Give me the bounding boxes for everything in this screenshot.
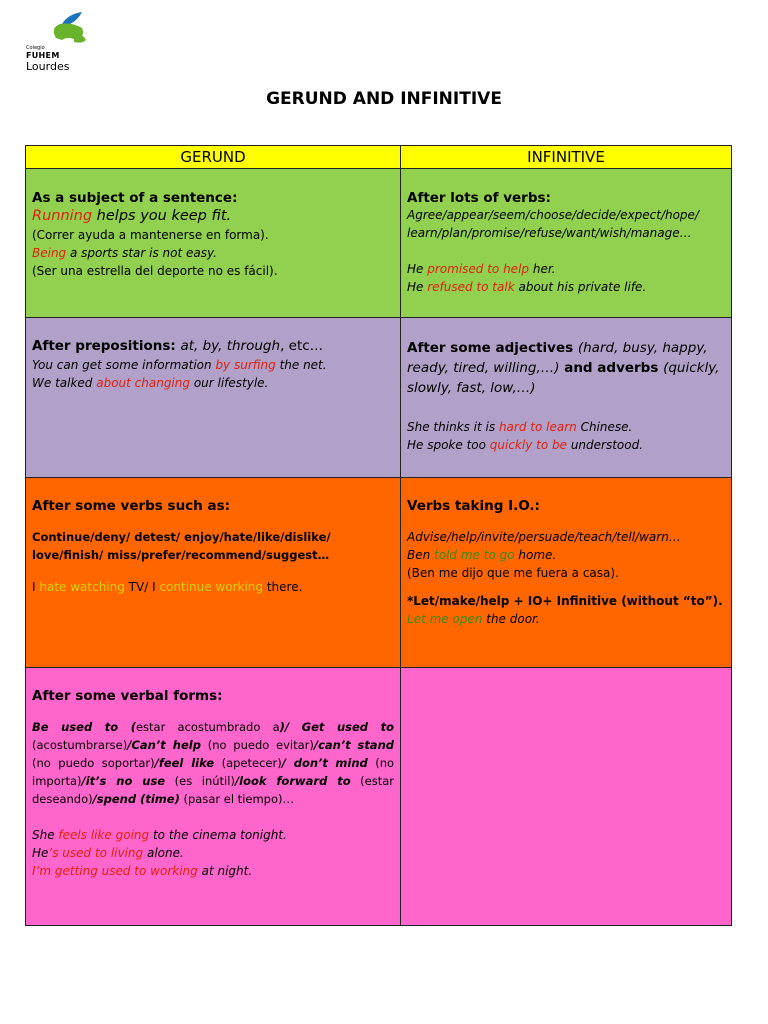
cell-heading: and adverbs [559, 360, 664, 376]
example-text: He spoke too [407, 438, 490, 452]
verbal-form: /can’t [313, 738, 351, 752]
example-highlight: hard to learn [498, 420, 577, 434]
example-highlight: quickly to be [489, 438, 567, 452]
translation: (estar deseando) [32, 774, 395, 806]
page-title: GERUND AND INFINITIVE [266, 89, 502, 109]
grammar-table [25, 145, 732, 926]
school-logo [12, 10, 92, 73]
cell-gerund-subject [26, 169, 401, 318]
example-highlight: by surfing [215, 358, 276, 372]
logo-city: Lourdes [26, 60, 70, 73]
translation: (no puedo evitar) [200, 738, 314, 752]
verb-list: Agree/appear/seem/choose/decide/expect/hope/ [407, 208, 699, 222]
verbal-form: Be used to ( [32, 720, 136, 734]
example-highlight: I’m getting used to working [32, 864, 198, 878]
table-row [26, 478, 732, 668]
example-text: He [32, 846, 49, 860]
example-text: to the cinema tonight. [149, 828, 287, 842]
cell-heading: After some verbs such as: [32, 498, 231, 514]
cell-gerund-verbal-forms [26, 668, 401, 926]
cell-heading: After some verbal forms: [32, 688, 223, 704]
heading-examples: , etc… [280, 338, 324, 354]
cell-heading: After prepositions: [32, 338, 181, 354]
example-text: alone. [143, 846, 184, 860]
example-text: helps you keep fit. [92, 208, 232, 224]
translation: (pasar el tiempo)… [179, 792, 294, 806]
translation: (no importa) [32, 756, 395, 788]
verbal-form: / don’t [281, 756, 328, 770]
cell-infinitive-empty [401, 668, 732, 926]
translation: (Correr ayuda a mantenerse en forma). [32, 228, 269, 242]
example-text: there. [263, 580, 303, 594]
translation: (apetecer) [214, 756, 282, 770]
translation: (no puedo soportar) [32, 756, 155, 770]
example-text: We talked [32, 376, 97, 390]
example-highlight: ’s used to living [48, 846, 144, 860]
infinitive-header: INFINITIVE [401, 146, 732, 169]
example-highlight: continue working [159, 580, 264, 594]
cell-infinitive-adjectives [401, 318, 732, 478]
example-text: He [407, 280, 428, 294]
example-highlight: told me to go [434, 548, 515, 562]
verbal-form: /feel like [154, 756, 215, 770]
verbal-form: mind [335, 756, 368, 770]
adjective-list: (hard, busy, happy, ready, tired, willing,…) [407, 340, 708, 376]
example-text: He [407, 262, 428, 276]
example-text: TV/ I [124, 580, 160, 594]
example-text: the door. [482, 612, 540, 626]
example-text: She thinks it is [407, 420, 499, 434]
example-text: home. [514, 548, 557, 562]
heading-examples: at, by, through [180, 338, 281, 354]
verb-list: Advise/help/invite/persuade/teach/tell/warn… [407, 530, 681, 544]
verb-list: learn/plan/promise/refuse/want/wish/manage… [407, 226, 692, 240]
translation: (es inútil) [165, 774, 235, 788]
translation: estar acostumbrado a [135, 720, 280, 734]
logo-small-text: Colegio [26, 45, 45, 51]
verbal-form: stand [357, 738, 394, 752]
table-row [26, 169, 732, 318]
cell-infinitive-verbs [401, 169, 732, 318]
cell-infinitive-io [401, 478, 732, 668]
example-highlight: refused to talk [427, 280, 515, 294]
table-row [26, 668, 732, 926]
example-text: her. [529, 262, 556, 276]
example-highlight: hate watching [39, 580, 125, 594]
translation: (acostumbrarse) [32, 738, 128, 752]
example-text: You can get some information [32, 358, 216, 372]
cell-heading: Verbs taking I.O.: [407, 498, 540, 514]
verb-list: Continue/deny/ detest/ enjoy/hate/like/dislike/ [32, 530, 331, 544]
cell-gerund-prepositions [26, 318, 401, 478]
example-text: I [32, 580, 40, 594]
gerund-header: GERUND [26, 146, 401, 169]
verbal-form: /look forward to [234, 774, 351, 788]
logo-brand: FUHEM [26, 51, 60, 60]
rule-note: *Let/make/help + IO+ Infinitive (without “to”). [407, 594, 723, 608]
example-highlight: Being [32, 246, 67, 260]
cell-heading: After some adjectives [407, 340, 578, 356]
cell-heading: As a subject of a sentence: [32, 190, 238, 206]
cell-gerund-verbs [26, 478, 401, 668]
translation: (Ser una estrella del deporte no es fácil). [32, 264, 278, 278]
logo-mark-icon [12, 10, 92, 46]
header-row [26, 146, 732, 169]
example-text: She [32, 828, 59, 842]
example-text: the net. [275, 358, 327, 372]
verbal-form: /Can’t help [127, 738, 201, 752]
cell-heading: After lots of verbs: [407, 190, 551, 206]
example-text: at night. [197, 864, 253, 878]
verbal-form: )/ Get used to [279, 720, 394, 734]
example-highlight: feels like going [58, 828, 150, 842]
example-text: about his private life. [514, 280, 647, 294]
example-text: Ben [407, 548, 435, 562]
example-text: our lifestyle. [190, 376, 269, 390]
example-text: understood. [567, 438, 644, 452]
translation: (Ben me dijo que me fuera a casa). [407, 566, 619, 580]
verb-list: love/finish/ miss/prefer/recommend/suggest… [32, 548, 330, 562]
example-highlight: Let me open [407, 612, 483, 626]
example-highlight: about changing [96, 376, 190, 390]
adverb-list: (quickly, slowly, fast, low,…) [407, 360, 720, 396]
verbal-form: /spend (time) [92, 792, 180, 806]
table-row [26, 318, 732, 478]
example-highlight: Running [32, 208, 93, 224]
example-text: a sports star is not easy. [66, 246, 217, 260]
verbal-form: /it’s no use [81, 774, 166, 788]
example-highlight: promised to help [427, 262, 530, 276]
example-text: Chinese. [576, 420, 633, 434]
